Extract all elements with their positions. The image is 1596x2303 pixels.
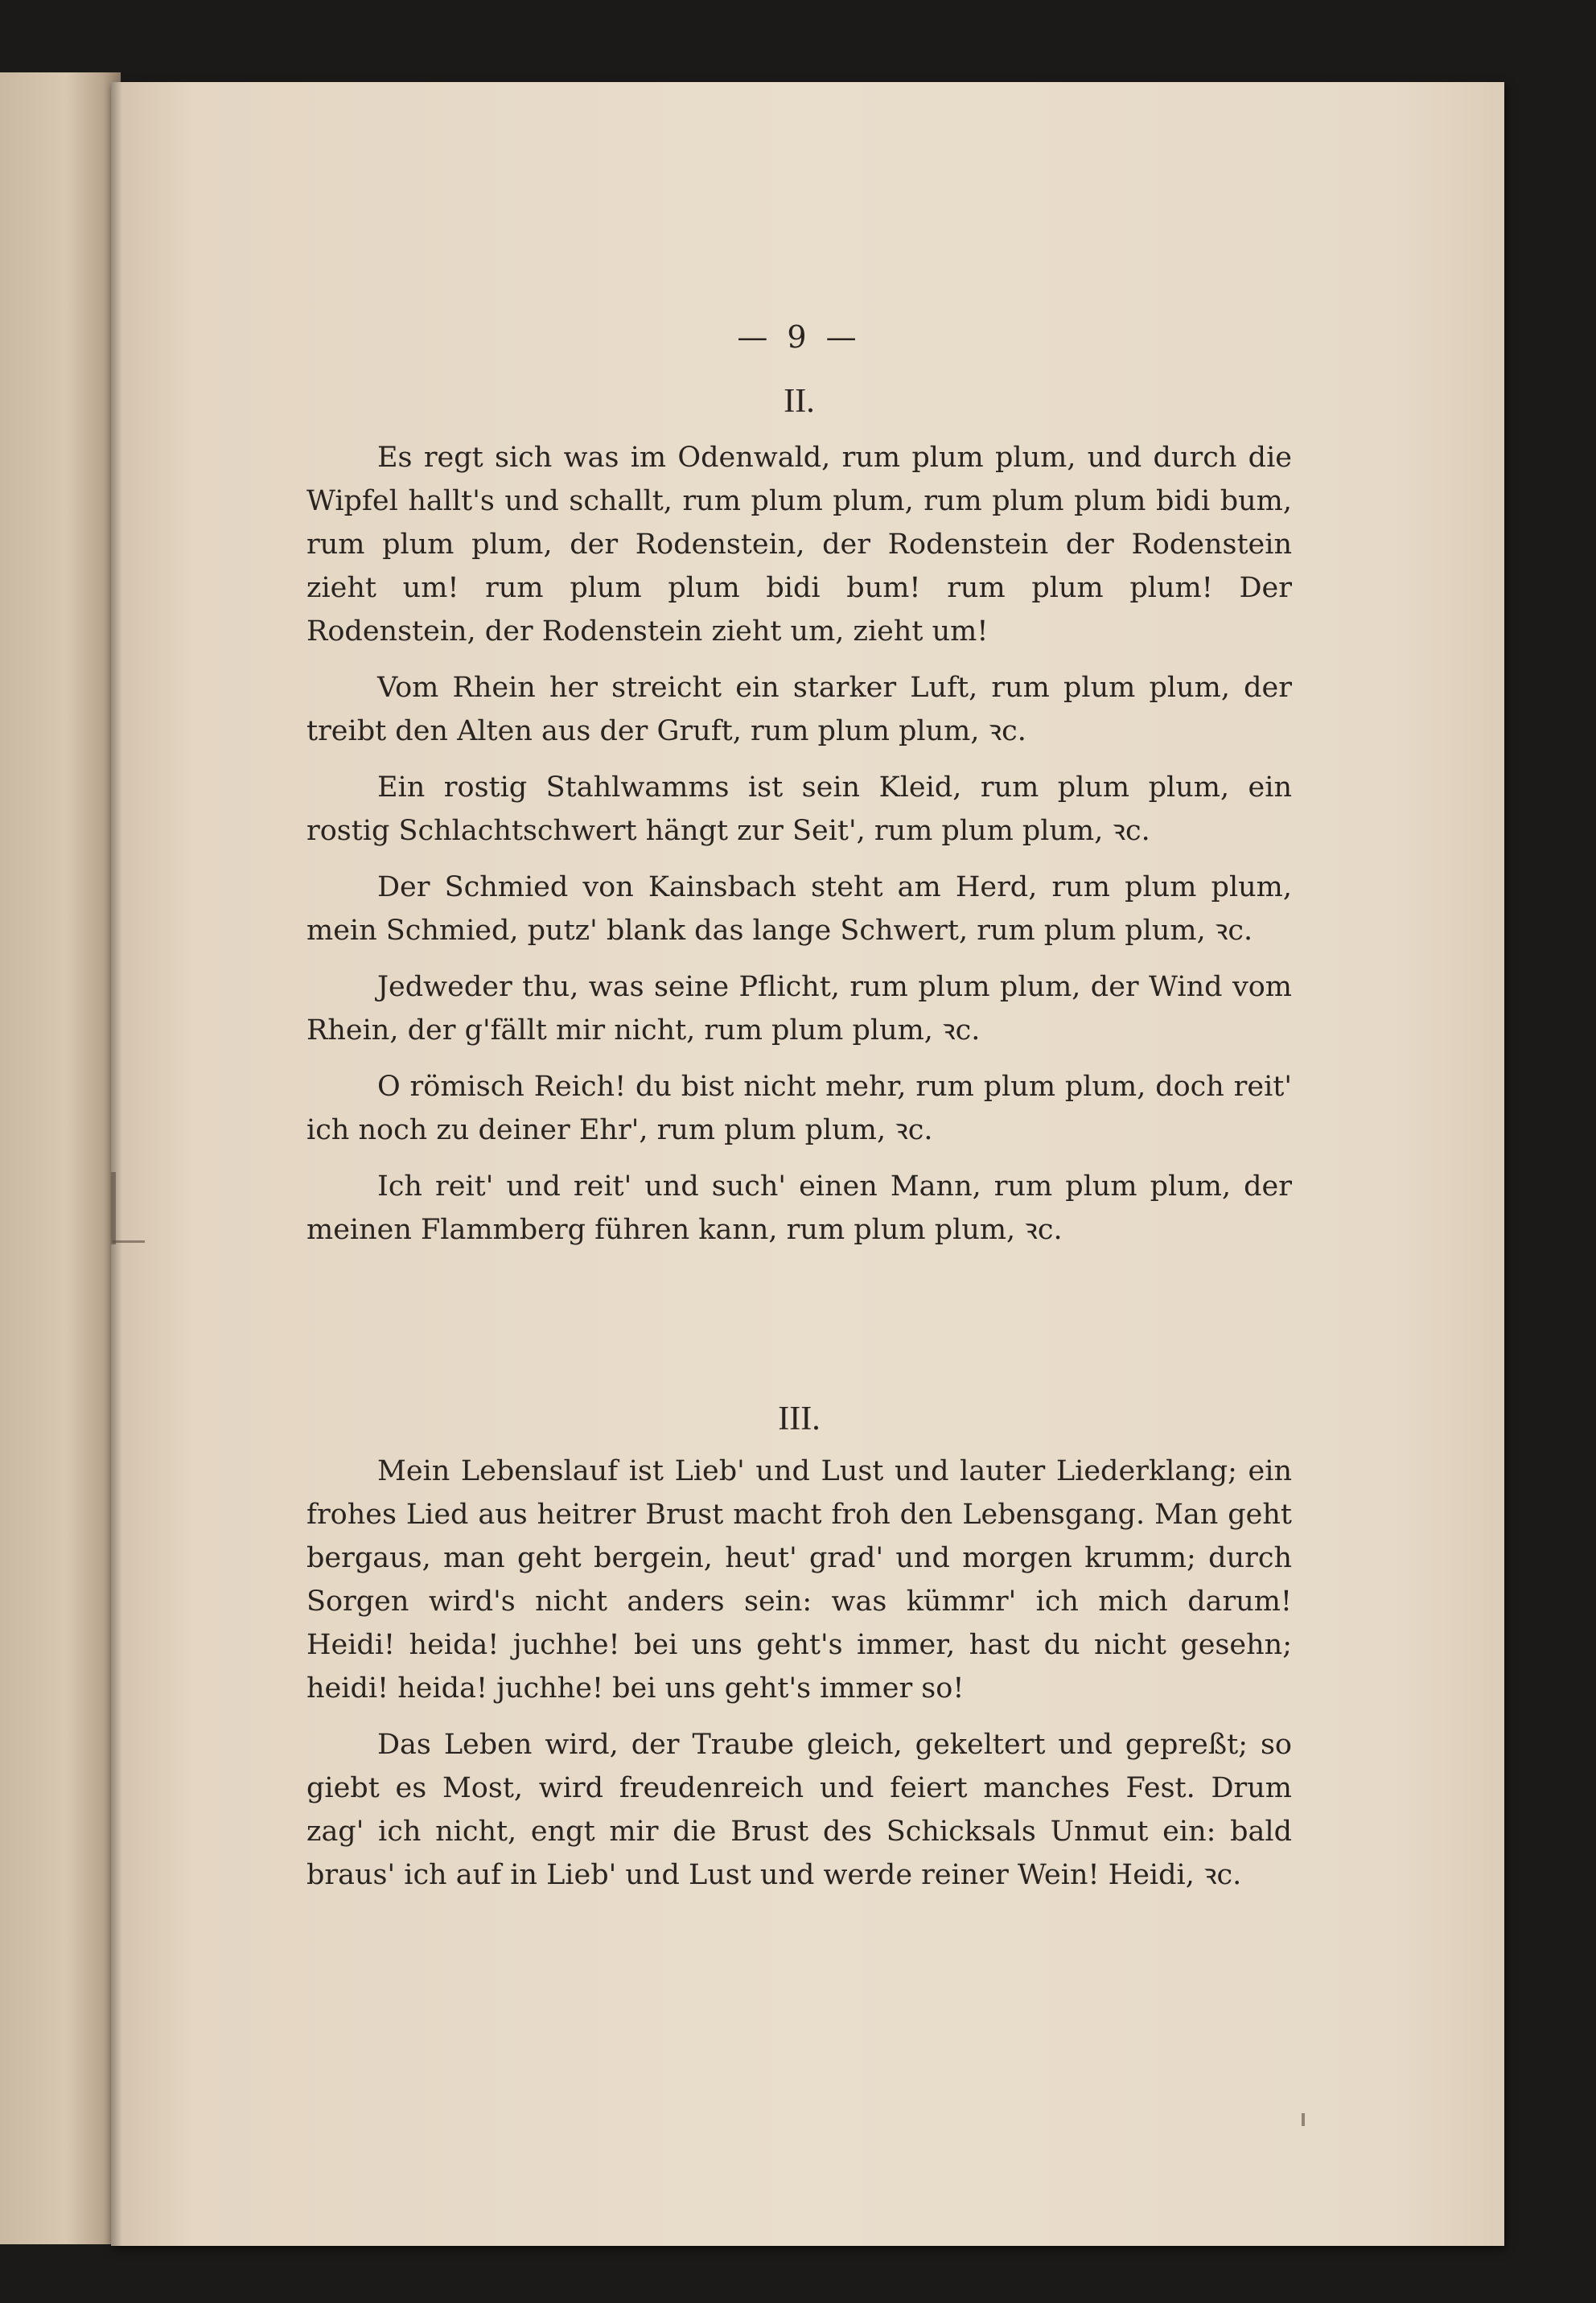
stanza: Das Leben wird, der Traube gleich, gekeltert und gepreßt; so giebt es Most, wird freudenreich und feiert manches Fest. Drum zag' ich nicht, engt mir die Brust des Schicksals Unmut ein: bald braus' ich auf in Lieb' und Lust und werde reiner Wein! Heidi, ꝛc. — [306, 1729, 1292, 1891]
section-ii — [306, 436, 1292, 1265]
facing-page-edge — [0, 72, 121, 2244]
stanza: Ich reit' und reit' und such' einen Mann, rum plum plum, der meinen Flammberg führen kann, rum plum plum, ꝛc. — [306, 1170, 1292, 1246]
stanza: Es regt sich was im Odenwald, rum plum plum, und durch die Wipfel hallt's und schallt, rum plum plum, rum plum plum bidi bum, rum plum plum, der Rodenstein, der Rodenstein der Rodenstein zieht um! rum plum plum bidi bum! rum plum plum! Der Rodenstein, der Rodenstein zieht um, zieht um! — [306, 442, 1292, 648]
stanza: Jedweder thu, was seine Pflicht, rum plum plum, der Wind vom Rhein, der g'fällt mir nicht, rum plum plum, ꝛc. — [306, 971, 1292, 1047]
page-number: — 9 — — [737, 319, 862, 355]
margin-mark — [113, 1240, 145, 1243]
section-heading-ii: II. — [784, 383, 815, 420]
stanza: Ein rostig Stahlwamms ist sein Kleid, rum plum plum, ein rostig Schlachtschwert hängt zur Seit', rum plum plum, ꝛc. — [306, 771, 1292, 847]
margin-speck — [1302, 2113, 1305, 2126]
stanza: Der Schmied von Kainsbach steht am Herd, rum plum plum, mein Schmied, putz' blank das lange Schwert, rum plum plum, ꝛc. — [306, 871, 1292, 947]
stanza: Vom Rhein her streicht ein starker Luft, rum plum plum, der treibt den Alten aus der Gruft, rum plum plum, ꝛc. — [306, 672, 1292, 747]
section-heading-iii: III. — [778, 1400, 821, 1437]
stanza: Mein Lebenslauf ist Lieb' und Lust und lauter Liederklang; ein frohes Lied aus heitrer Brust macht froh den Lebensgang. Man geht bergaus, man geht bergein, heut' grad' und morgen krumm; durch Sorgen wird's nicht anders sein: was kümmr' ich mich darum! Heidi! heida! juchhe! bei uns geht's immer, hast du nicht gesehn; heidi! heida! juchhe! bei uns geht's immer so! — [306, 1455, 1292, 1705]
margin-mark — [111, 1172, 116, 1244]
page-gutter-shadow — [111, 82, 122, 2246]
book-page — [111, 82, 1504, 2246]
section-iii — [306, 1450, 1292, 1910]
stanza: O römisch Reich! du bist nicht mehr, rum plum plum, doch reit' ich noch zu deiner Ehr', rum plum plum, ꝛc. — [306, 1071, 1292, 1146]
